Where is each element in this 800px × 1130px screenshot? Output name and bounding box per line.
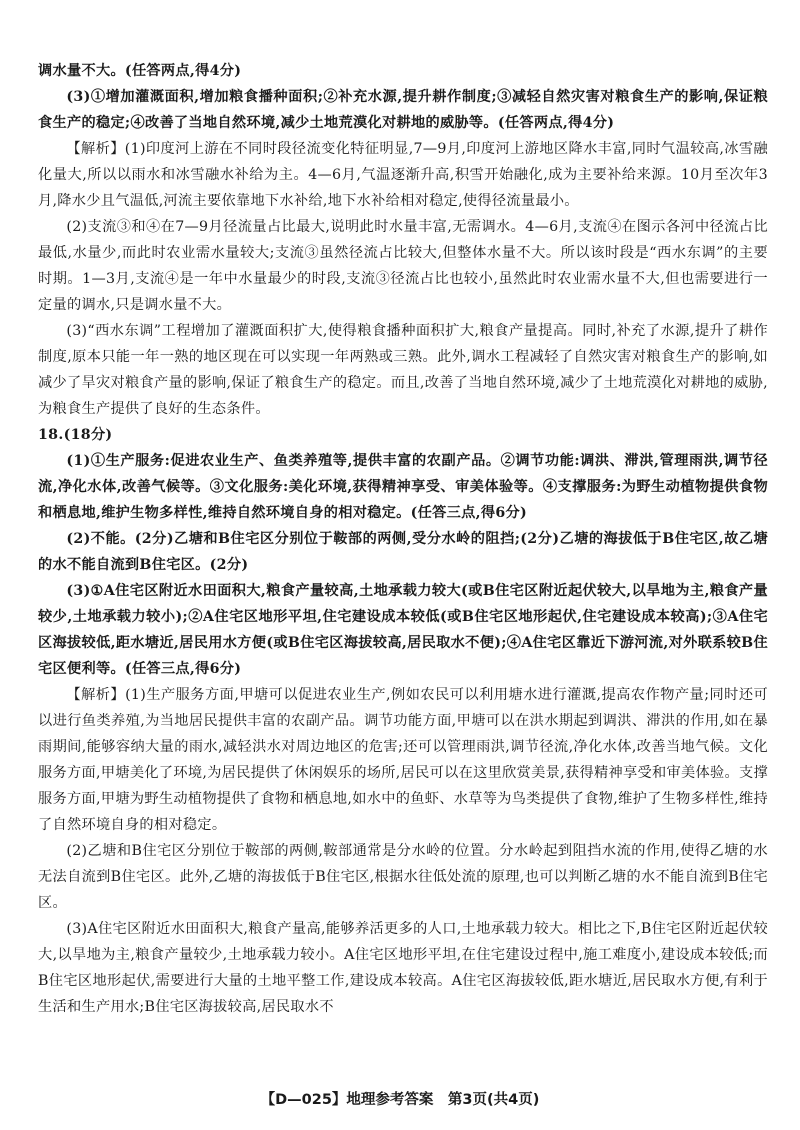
answer-paragraph: (3)①A住宅区附近水田面积大,粮食产量较高,土地承载力较大(或B住宅区附近起伏较大,以旱地为主,粮食产量较少,土地承载力较小);②A住宅区地形平坦,住宅建设成本较低(或B住宅区地形起伏,住宅建设成本较高);③A住宅区海拔较低,距水塘近,居民用水方便(或B住宅区海拔较高,居民取水不便);④A住宅区靠近下游河流,对外联系较B住宅区便利等。(任答三点,得6分) — [38, 583, 768, 677]
analysis-paragraph: (3)“西水东调”工程增加了灌溉面积扩大,使得粮食播种面积扩大,粮食产量提高。同时,补充了水源,提升了耕作制度,原本只能一年一熟的地区现在可以实现一年两熟或三熟。此外,调水工程减轻了自然灾害对粮食生产的影响,如减少了旱灾对粮食产量的影响,保证了粮食生产的稳定。而且,改善了当地自然环境,减少了土地荒漠化对耕地的威胁,为粮食生产提供了良好的生态条件。 — [38, 323, 768, 417]
analysis-paragraph: (2)乙塘和B住宅区分别位于鞍部的两侧,鞍部通常是分水岭的位置。分水岭起到阻挡水流的作用,使得乙塘的水无法自流到B住宅区。此外,乙塘的海拔低于B住宅区,根据水往低处流的原理,也可以判断乙塘的水不能自流到B住宅区。 — [38, 843, 768, 911]
answer-paragraph: (2)不能。(2分)乙塘和B住宅区分别位于鞍部的两侧,受分水岭的阻挡;(2分)乙塘的海拔低于B住宅区,故乙塘的水不能自流到B住宅区。(2分) — [38, 531, 768, 573]
page-footer: 【D—025】地理参考答案 第3页(共4页) — [260, 1092, 540, 1108]
answer-paragraph: 调水量不大。(任答两点,得4分) — [38, 63, 242, 79]
analysis-paragraph: 【解析】(1)印度河上游在不同时段径流变化特征明显,7—9月,印度河上游地区降水丰富,同时气温较高,冰雪融化量大,所以以雨水和冰雪融水补给为主。4—6月,气温逐渐升高,积雪开始融化,成为主要补给来源。10月至次年3月,降水少且气温低,河流主要依靠地下水补给,地下水补给相对稳定,使得径流量最小。 — [38, 141, 768, 209]
analysis-paragraph: (3)A住宅区附近水田面积大,粮食产量高,能够养活更多的人口,土地承载力较大。相比之下,B住宅区附近起伏较大,以旱地为主,粮食产量较少,土地承载力较小。A住宅区地形平坦,在住宅建设过程中,施工难度小,建设成本较低;而B住宅区地形起伏,需要进行大量的土地平整工作,建设成本较高。A住宅区海拔较低,距水塘近,居民取水方便,有利于生活和生产用水;B住宅区海拔较高,居民取水不 — [38, 921, 768, 1015]
answer-paragraph: 18.(18分) — [38, 427, 113, 443]
analysis-paragraph: (2)支流③和④在7—9月径流量占比最大,说明此时水量丰富,无需调水。4—6月,支流④在图示各河中径流占比最低,水量少,而此时农业需水量较大;支流③虽然径流占比较大,但整体水量不大。所以该时段是“西水东调”的主要时期。1—3月,支流④是一年中水量最少的时段,支流③径流占比也较小,虽然此时农业需水量不大,但也需要进行一定量的调水,只是调水量不大。 — [38, 219, 768, 313]
document-body — [38, 58, 768, 1020]
answer-paragraph: (3)①增加灌溉面积,增加粮食播种面积;②补充水源,提升耕作制度;③减轻自然灾害对粮食生产的影响,保证粮食生产的稳定;④改善了当地自然环境,减少土地荒漠化对耕地的威胁等。(任答两点,得4分) — [38, 89, 768, 131]
analysis-paragraph: 【解析】(1)生产服务方面,甲塘可以促进农业生产,例如农民可以利用塘水进行灌溉,提高农作物产量;同时还可以进行鱼类养殖,为当地居民提供丰富的农副产品。调节功能方面,甲塘可以在洪水期起到调洪、滞洪的作用,如在暴雨期间,能够容纳大量的雨水,减轻洪水对周边地区的危害;还可以管理雨洪,调节径流,净化水体,改善当地气候。文化服务方面,甲塘美化了环境,为居民提供了休闲娱乐的场所,居民可以在这里欣赏美景,获得精神享受和审美体验。支撑服务方面,甲塘为野生动植物提供了食物和栖息地,如水中的鱼虾、水草等为鸟类提供了食物,维护了生物多样性,维持了自然环境自身的相对稳定。 — [38, 687, 768, 833]
answer-paragraph: (1)①生产服务:促进农业生产、鱼类养殖等,提供丰富的农副产品。②调节功能:调洪、滞洪,管理雨洪,调节径流,净化水体,改善气候等。③文化服务:美化环境,获得精神享受、审美体验等。④支撑服务:为野生动植物提供食物和栖息地,维护生物多样性,维持自然环境自身的相对稳定。(任答三点,得6分) — [38, 453, 768, 521]
